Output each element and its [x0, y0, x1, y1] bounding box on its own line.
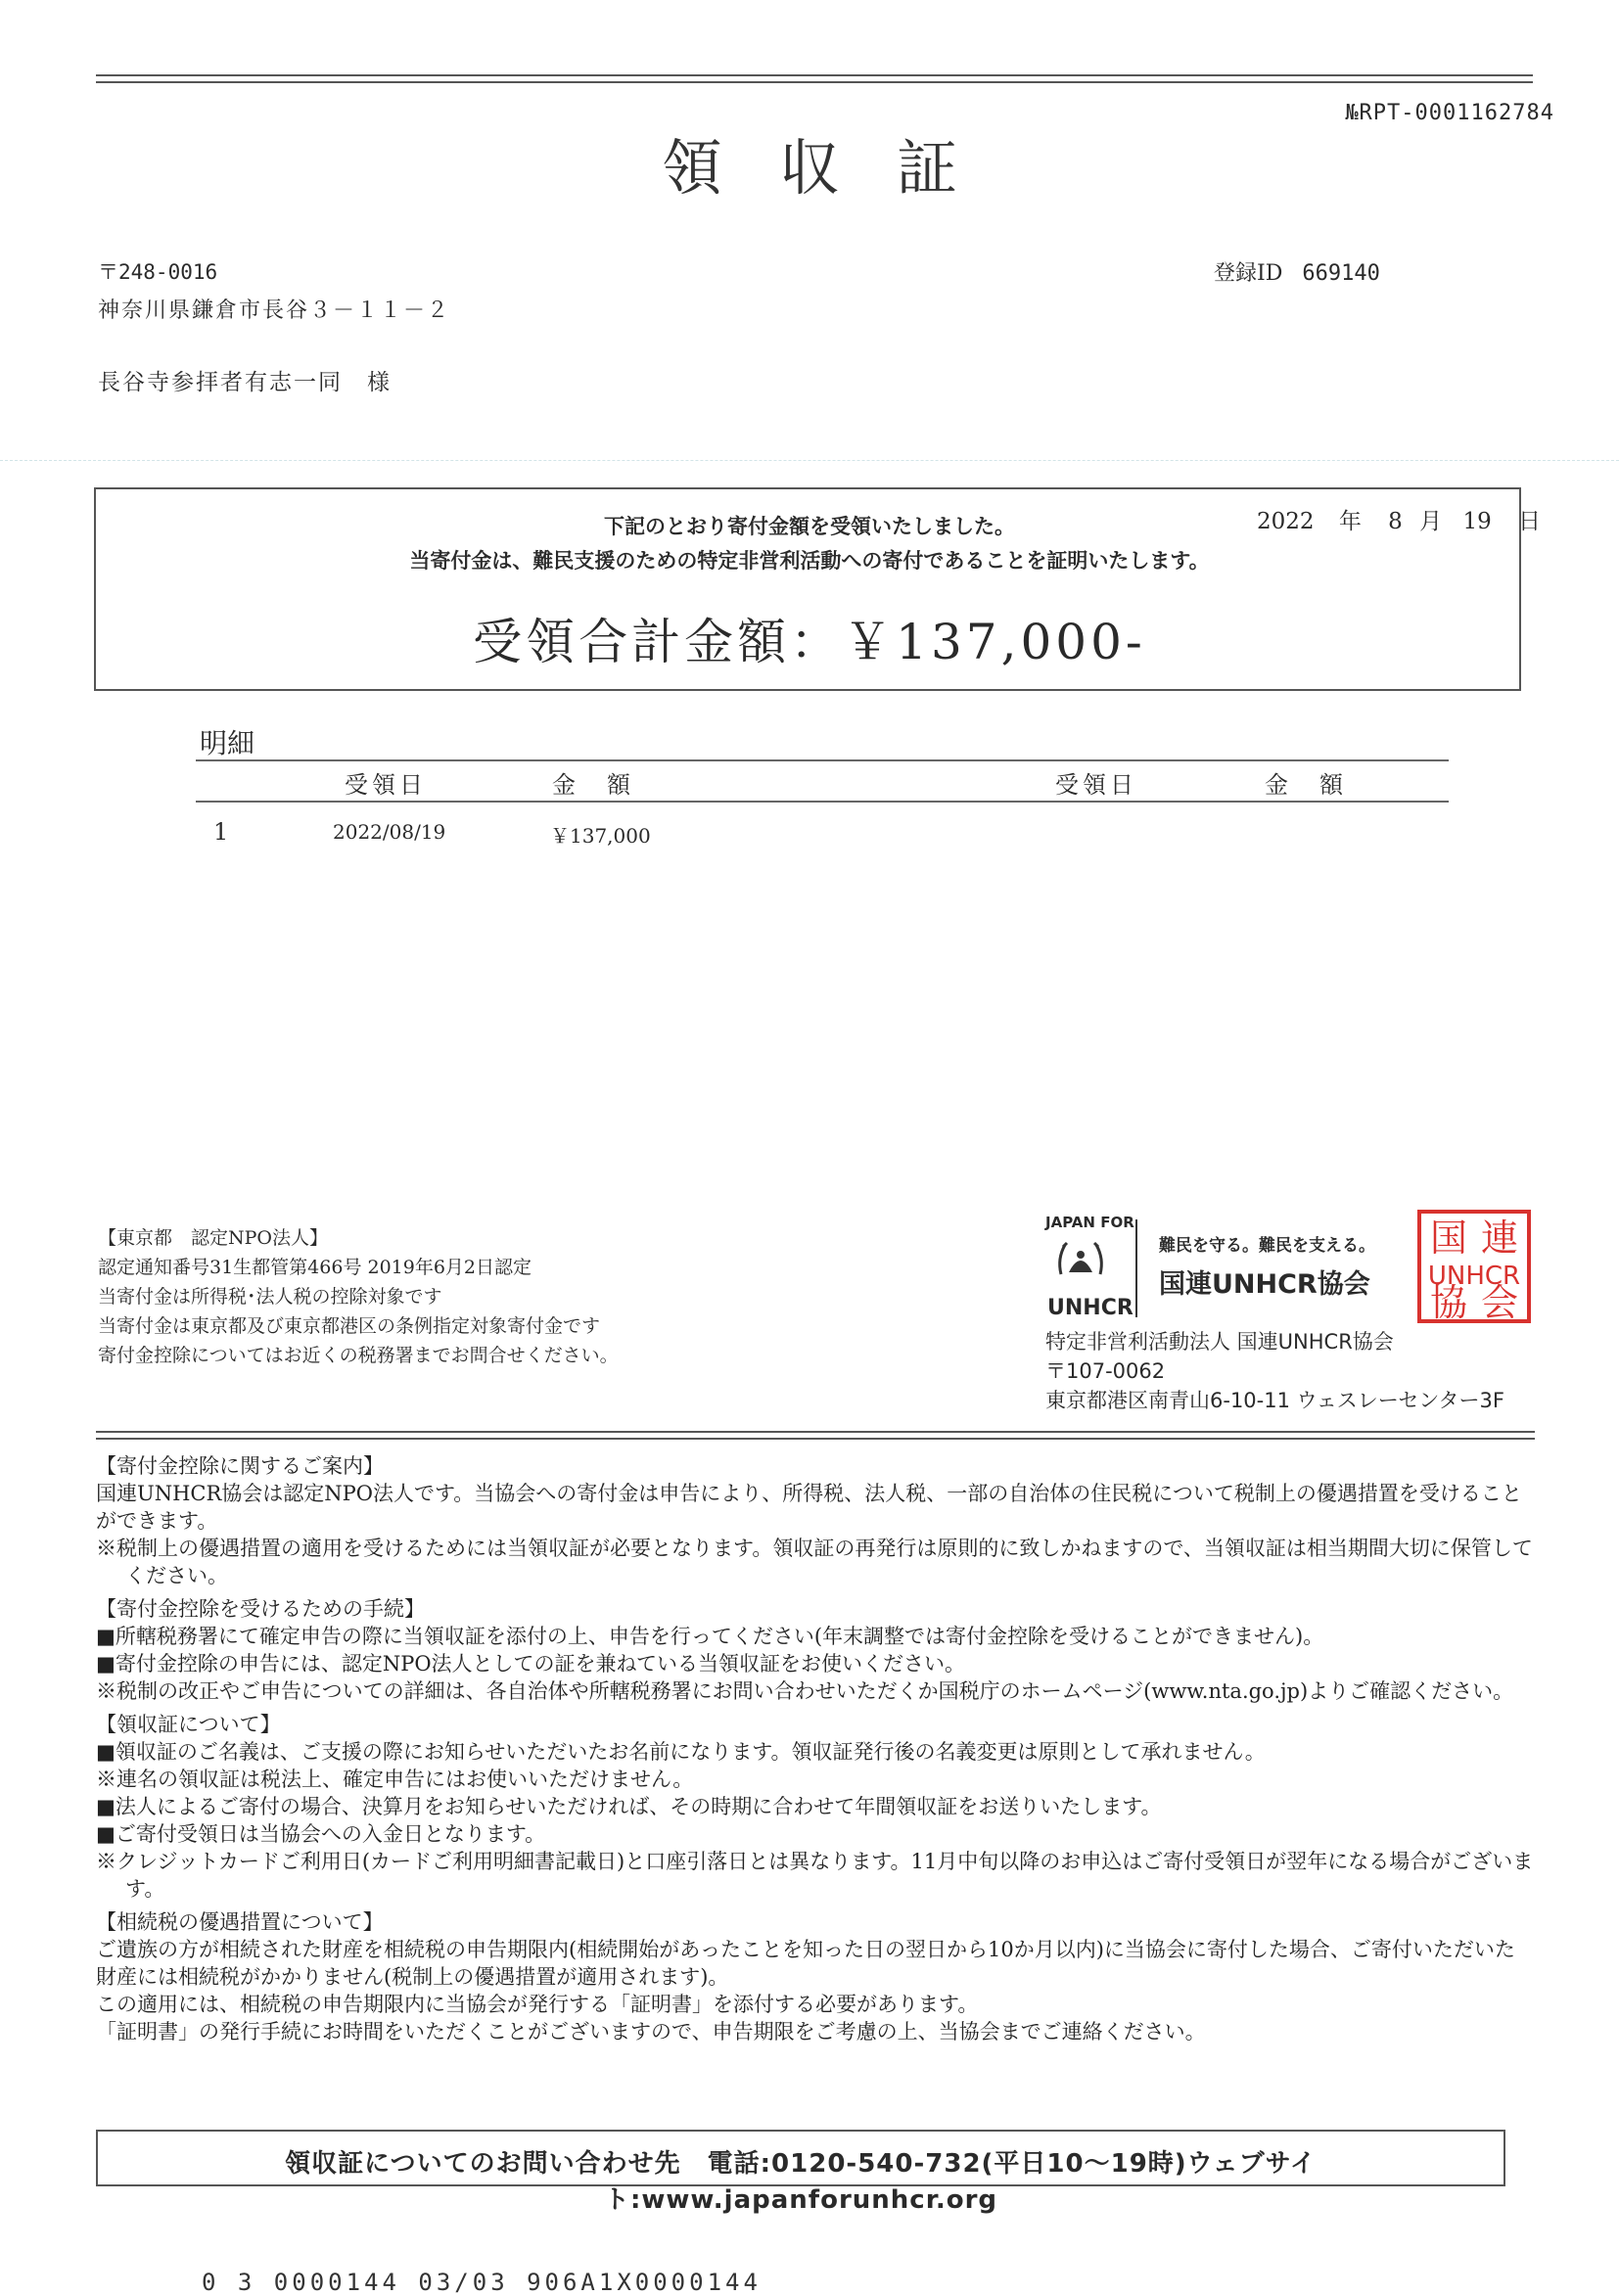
- section-divider: [0, 460, 1619, 461]
- svg-text:国: 国: [1429, 1217, 1468, 1260]
- top-rule: [96, 74, 1533, 76]
- unhcr-emblem-icon: [1053, 1235, 1108, 1290]
- summary-line-2: 当寄付金は、難民支援のための特定非営利活動への寄付であることを証明いたします。: [409, 548, 1210, 573]
- mid-rule: [96, 1431, 1535, 1433]
- npo-tax-note-2: 当寄付金は東京都及び東京都港区の条例指定対象寄付金です: [98, 1315, 601, 1337]
- npo-tax-note-3: 寄付金控除についてはお近くの税務署までお問合せください。: [98, 1345, 619, 1366]
- org-name-logo: 国連UNHCR協会: [1159, 1269, 1370, 1300]
- row-amount: ￥137,000: [550, 824, 651, 848]
- svg-text:会: 会: [1480, 1281, 1519, 1324]
- guide-s4-p1: ご遺族の方が相続された財産を相続税の申告期限内(相続開始があったことを知った日の翌日から10か月以内)に当協会に寄付した場合、ご寄付いただいた財産には相続税がかかりません(税制上の優遇措置が適用されます)。: [96, 1938, 1515, 1989]
- issue-month-label: 月: [1419, 509, 1443, 534]
- recipient-name: 長谷寺参拝者有志一同 様: [98, 370, 392, 395]
- row-date: 2022/08/19: [333, 820, 446, 844]
- org-corporate-info: [1045, 1327, 1504, 1415]
- guide-s3-p2: ※連名の領収証は税法上、確定申告にはお使いいただけません。: [96, 1768, 694, 1791]
- details-header-rule: [196, 801, 1449, 803]
- guide-s2-heading: 【寄付金控除を受けるための手続】: [96, 1597, 425, 1621]
- issue-year-label: 年: [1338, 509, 1362, 534]
- guide-s4-p2: この適用には、相続税の申告期限内に当協会が発行する「証明書」を添付する必要があります。: [96, 1993, 979, 2016]
- guide-s3-heading: 【領収証について】: [96, 1713, 281, 1736]
- contact-info: 領収証についてのお問い合わせ先 電話:0120-540-732(平日10～19時)ウェブサイト:www.japanforunhcr.org: [285, 2149, 1317, 2215]
- svg-text:UNHCR: UNHCR: [1427, 1262, 1521, 1291]
- col-header-amount-2: 金 額: [1265, 771, 1347, 799]
- org-postal: 〒107-0062: [1045, 1359, 1166, 1383]
- recipient-postal-code: 〒248-0016: [98, 260, 218, 284]
- issue-day-label: 日: [1518, 509, 1542, 534]
- summary-line-1: 下記のとおり寄付金額を受領いたしました。: [604, 514, 1015, 538]
- mid-rule-inner: [96, 1438, 1535, 1440]
- npo-heading: 【東京都 認定NPO法人】: [98, 1227, 328, 1249]
- svg-text:連: 連: [1480, 1217, 1519, 1260]
- registration-id-label: 登録ID: [1214, 261, 1283, 286]
- guide-s3-p4: ■ご寄付受領日は当協会への入金日となります。: [96, 1822, 546, 1846]
- guide-s1-p1: 国連UNHCR協会は認定NPO法人です。当協会への寄付金は申告により、所得税、法人税、一部の自治体の住民税について税制上の優遇措置を受けることができます。: [96, 1482, 1522, 1533]
- guide-section: [96, 1452, 1535, 2045]
- guide-s3-p1: ■領収証のご名義は、ご支援の際にお知らせいただいたお名前になります。領収証発行後の名義変更は原則として承れません。: [96, 1740, 1266, 1764]
- guide-s4-heading: 【相続税の優遇措置について】: [96, 1910, 384, 1934]
- page-title: 領収証: [661, 132, 1014, 204]
- registration-id-value: 669140: [1302, 261, 1380, 286]
- guide-s3-p5: ※クレジットカードご利用日(カードご利用明細書記載日)と口座引落日とは異なります。11月中旬以降のお申込はご寄付受領日が翌年になる場合がございます。: [96, 1850, 1534, 1901]
- issue-year: 2022: [1257, 509, 1315, 534]
- registration-id: [1214, 256, 1400, 287]
- guide-s3-p3: ■法人によるご寄付の場合、決算月をお知らせいただければ、その時期に合わせて年間領収証をお送りいたします。: [96, 1795, 1162, 1818]
- guide-s2-p1: ■所轄税務署にて確定申告の際に当領収証を添付の上、申告を行ってください(年末調整では寄付金控除を受けることができません)。: [96, 1625, 1324, 1648]
- receipt-number: №RPT-0001162784: [1345, 101, 1554, 125]
- npo-certification: 認定通知番号31生都管第466号 2019年6月2日認定: [98, 1257, 532, 1278]
- npo-tax-note-1: 当寄付金は所得税･法人税の控除対象です: [98, 1286, 442, 1308]
- logo-unhcr: UNHCR: [1047, 1296, 1133, 1320]
- top-rule-inner: [96, 81, 1533, 83]
- guide-s1-p2: ※税制上の優遇措置の適用を受けるためには当領収証が必要となります。領収証の再発行は原則的に致しかねますので、当領収証は相当期間大切に保管してください。: [96, 1537, 1533, 1587]
- total-amount: 受領合計金額：￥137,000-: [473, 614, 1146, 670]
- org-corp-name: 特定非営利活動法人 国連UNHCR協会: [1045, 1330, 1394, 1354]
- org-slogan: 難民を守る。難民を支える。: [1159, 1236, 1375, 1256]
- details-title: 明細: [200, 727, 255, 759]
- row-number: 1: [213, 818, 229, 846]
- issue-date: [1257, 503, 1541, 535]
- svg-text:協: 協: [1429, 1281, 1468, 1324]
- official-seal-icon: [1415, 1208, 1533, 1325]
- guide-s2-p2: ■寄付金控除の申告には、認定NPO法人としての証を兼ねている当領収証をお使いください。: [96, 1652, 966, 1676]
- logo-divider: [1135, 1219, 1137, 1317]
- col-header-date-2: 受領日: [1055, 771, 1137, 799]
- issue-month: 8: [1388, 509, 1403, 534]
- footer-code: 0 3 0000144 03/03 906A1X0000144: [202, 2269, 762, 2296]
- logo-japan-for: JAPAN FOR: [1045, 1214, 1134, 1231]
- issue-day: 19: [1462, 509, 1492, 534]
- col-header-date: 受領日: [345, 771, 427, 799]
- col-header-amount: 金 額: [552, 771, 634, 799]
- org-address: 東京都港区南青山6-10-11 ウェスレーセンター3F: [1045, 1389, 1504, 1412]
- guide-s4-p3: 「証明書」の発行手続にお時間をいただくことがございますので、申告期限をご考慮の上、当協会までご連絡ください。: [96, 2020, 1206, 2043]
- guide-s1-heading: 【寄付金控除に関するご案内】: [96, 1454, 384, 1478]
- recipient-address: 神奈川県鎌倉市長谷３－１１－２: [98, 298, 451, 323]
- details-rule: [196, 759, 1449, 761]
- guide-s2-p3: ※税制の改正やご申告についての詳細は、各自治体や所轄税務署にお問い合わせいただくか国税庁のホームページ(www.nta.go.jp)よりご確認ください。: [96, 1679, 1514, 1703]
